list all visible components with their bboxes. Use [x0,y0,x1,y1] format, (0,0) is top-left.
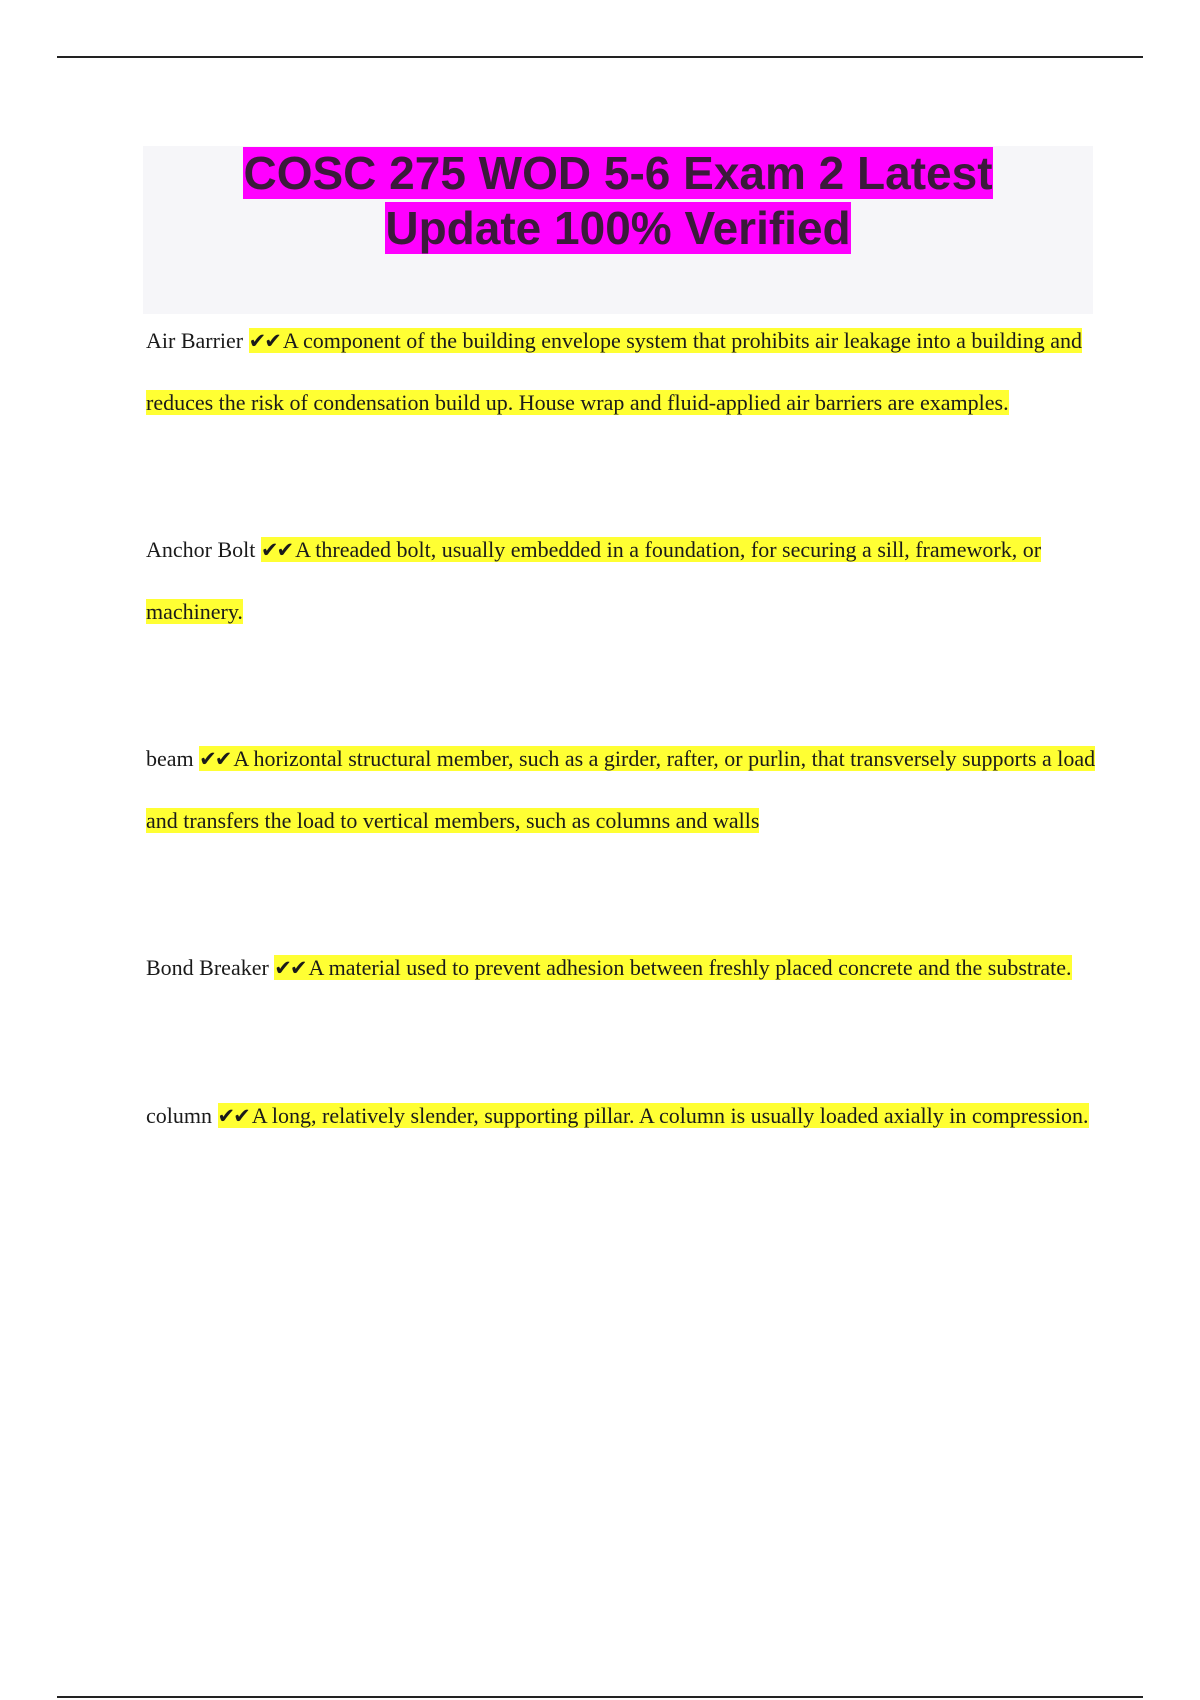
list-item [146,1085,1096,1147]
double-check-icon: ✔✔ [199,747,231,771]
title-line-1: COSC 275 WOD 5-6 Exam 2 Latest [243,147,993,199]
entry-definition: A material used to prevent adhesion between freshly placed concrete and the substrate. [308,955,1072,980]
entry-definition-highlight [146,537,1041,624]
entry-definition: A horizontal structural member, such as a girder, rafter, or purlin, that transversely supports a load and transfers the load to vertical members, such as columns and walls [146,746,1096,833]
double-check-icon: ✔✔ [217,1104,249,1128]
list-item [146,310,1096,433]
entry-term: beam [146,746,194,771]
double-check-icon: ✔✔ [260,538,293,562]
entry-definition: A component of the building envelope system that prohibits air leakage into a building and reduces the risk of condensation build up. House wrap and fluid-applied air barriers are examples. [146,328,1082,415]
title-line-2: Update 100% Verified [385,202,851,254]
title-block [143,146,1093,314]
entry-definition-highlight [146,328,1082,415]
entry-term: Bond Breaker [146,955,269,980]
top-divider [57,56,1143,58]
double-check-icon: ✔✔ [248,329,280,353]
entry-definition-highlight [274,955,1071,980]
double-check-icon: ✔✔ [274,956,306,980]
entry-definition: A long, relatively slender, supporting pillar. A column is usually loaded axially in compression. [251,1103,1089,1128]
entry-definition: A threaded bolt, usually embedded in a foundation, for securing a sill, framework, or machinery. [146,537,1042,624]
entry-definition-highlight [146,746,1095,833]
bottom-divider [57,1696,1143,1698]
list-item [146,519,1096,642]
entry-term: Anchor Bolt [146,537,256,562]
page-title [208,146,1028,256]
entry-definition-highlight [218,1103,1089,1128]
flashcard-list [146,310,1096,1147]
entry-term: column [146,1103,212,1128]
list-item [146,937,1096,999]
list-item [146,728,1096,851]
entry-term: Air Barrier [146,328,244,353]
